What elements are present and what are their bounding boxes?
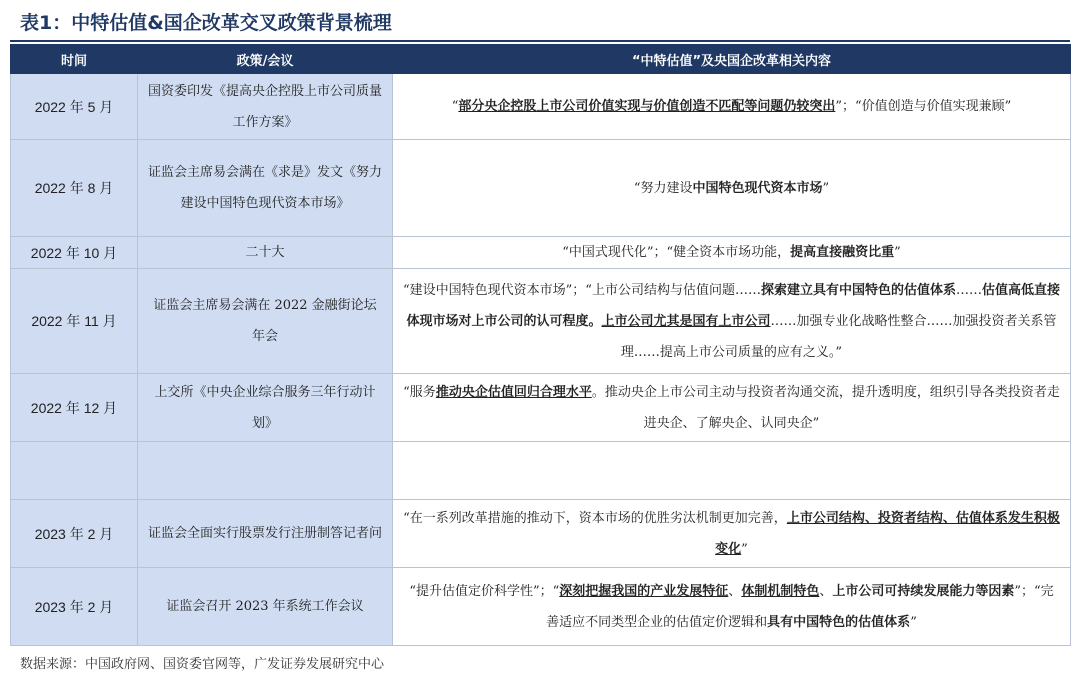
- row-policy: 证监会主席易会满在《求是》发文《努力建设中国特色现代资本市场》: [138, 140, 393, 237]
- row-content: [393, 140, 1071, 237]
- content-segment: ”: [741, 541, 748, 557]
- content-segment: 具有中国特色的估值体系: [767, 614, 911, 630]
- content-segment: 体制机制特色: [741, 583, 820, 599]
- row-policy: 二十大: [138, 237, 393, 269]
- row-content: [393, 237, 1071, 269]
- table-row: [11, 500, 1071, 568]
- content-segment: ”；“完善适应不同类型企业的估值定价逻辑和: [546, 583, 1054, 630]
- row-policy: 证监会全面实行股票发行注册制答记者问: [138, 500, 393, 568]
- table-row: [11, 568, 1071, 646]
- content-segment: 。推动央企上市公司主动与投资者沟通交流，提升透明度，组织引导各类投资者走进央企、了解央企、认同央企”: [591, 384, 1060, 431]
- column-header-content: “中特估值”及央国企改革相关内容: [393, 45, 1071, 74]
- row-policy: [138, 442, 393, 500]
- row-content: [393, 568, 1071, 646]
- row-content: [393, 442, 1071, 500]
- content-segment: “努力建设: [633, 180, 693, 196]
- row-time: 2022 年 5 月: [11, 74, 138, 140]
- table-row: [11, 140, 1071, 237]
- content-segment: 、: [728, 583, 742, 599]
- row-time: 2023 年 2 月: [11, 568, 138, 646]
- source-note: 数据来源：中国政府网、国资委官网等，广发证券发展研究中心: [20, 657, 385, 672]
- content-segment: ”；“价值创造与价值实现兼顾”: [835, 99, 1012, 114]
- row-time: 2022 年 10 月: [11, 237, 138, 269]
- table-row: [11, 237, 1071, 269]
- row-content: [393, 500, 1071, 568]
- column-header-time: 时间: [11, 45, 138, 74]
- row-time: 2022 年 11 月: [11, 269, 138, 374]
- content-segment: 提高直接融资比重: [790, 245, 895, 260]
- table-row: [11, 374, 1071, 442]
- table-row: [11, 442, 1071, 500]
- content-segment: ……: [955, 282, 982, 298]
- row-time: 2022 年 12 月: [11, 374, 138, 442]
- row-time: 2022 年 8 月: [11, 140, 138, 237]
- title-divider: [10, 40, 1070, 42]
- content-segment: 部分央企控股上市公司价值实现与价值创造不匹配等问题仍较突出: [458, 99, 836, 114]
- content-segment: 中国特色现代资本市场: [692, 180, 823, 196]
- content-segment: 上市公司尤其是国有上市公司: [601, 313, 771, 329]
- table-row: [11, 269, 1071, 374]
- content-segment: ……加强专业化战略性整合……加强投资者关系管理……提高上市公司质量的应有之义。”: [620, 313, 1057, 360]
- row-policy: 上交所《中央企业综合服务三年行动计划》: [138, 374, 393, 442]
- content-segment: “提升估值定价科学性”；“: [409, 583, 560, 599]
- column-header-policy: 政策/会议: [138, 45, 393, 74]
- content-segment: “中国式现代化”；“健全资本市场功能，: [562, 245, 791, 260]
- content-segment: 探索建立具有中国特色的估值体系: [760, 282, 956, 298]
- row-policy: 证监会主席易会满在 2022 金融街论坛年会: [138, 269, 393, 374]
- content-segment: ”: [894, 245, 901, 260]
- content-segment: 估值高低直接体现市场对上市公司的认可程度。: [406, 282, 1060, 329]
- content-segment: 上市公司可持续发展能力等因素: [832, 583, 1015, 599]
- content-segment: ”: [822, 180, 830, 196]
- row-content: [393, 374, 1071, 442]
- row-time: 2023 年 2 月: [11, 500, 138, 568]
- row-content: [393, 74, 1071, 140]
- row-time: [11, 442, 138, 500]
- content-segment: 、: [819, 583, 833, 599]
- table-title: 表1：中特估值&国企改革交叉政策背景梳理: [20, 12, 392, 34]
- content-segment: 推动央企估值回归合理水平: [435, 384, 592, 400]
- table-row: [11, 74, 1071, 140]
- content-segment: ”: [910, 614, 917, 630]
- content-segment: 深刻把握我国的产业发展特征: [559, 583, 729, 599]
- row-policy: 证监会召开 2023 年系统工作会议: [138, 568, 393, 646]
- row-content: [393, 269, 1071, 374]
- table-header-row: [11, 45, 1071, 74]
- content-segment: 上市公司结构、投资者结构、估值体系发生积极变化: [715, 510, 1060, 557]
- content-segment: “在一系列改革措施的推动下，资本市场的优胜劣汰机制更加完善，: [403, 510, 787, 526]
- content-segment: “: [451, 99, 459, 114]
- policy-table: [10, 44, 1071, 646]
- content-segment: “建设中国特色现代资本市场”；“上市公司结构与估值问题……: [403, 282, 761, 298]
- row-policy: 国资委印发《提高央企控股上市公司质量工作方案》: [138, 74, 393, 140]
- content-segment: “服务: [403, 384, 436, 400]
